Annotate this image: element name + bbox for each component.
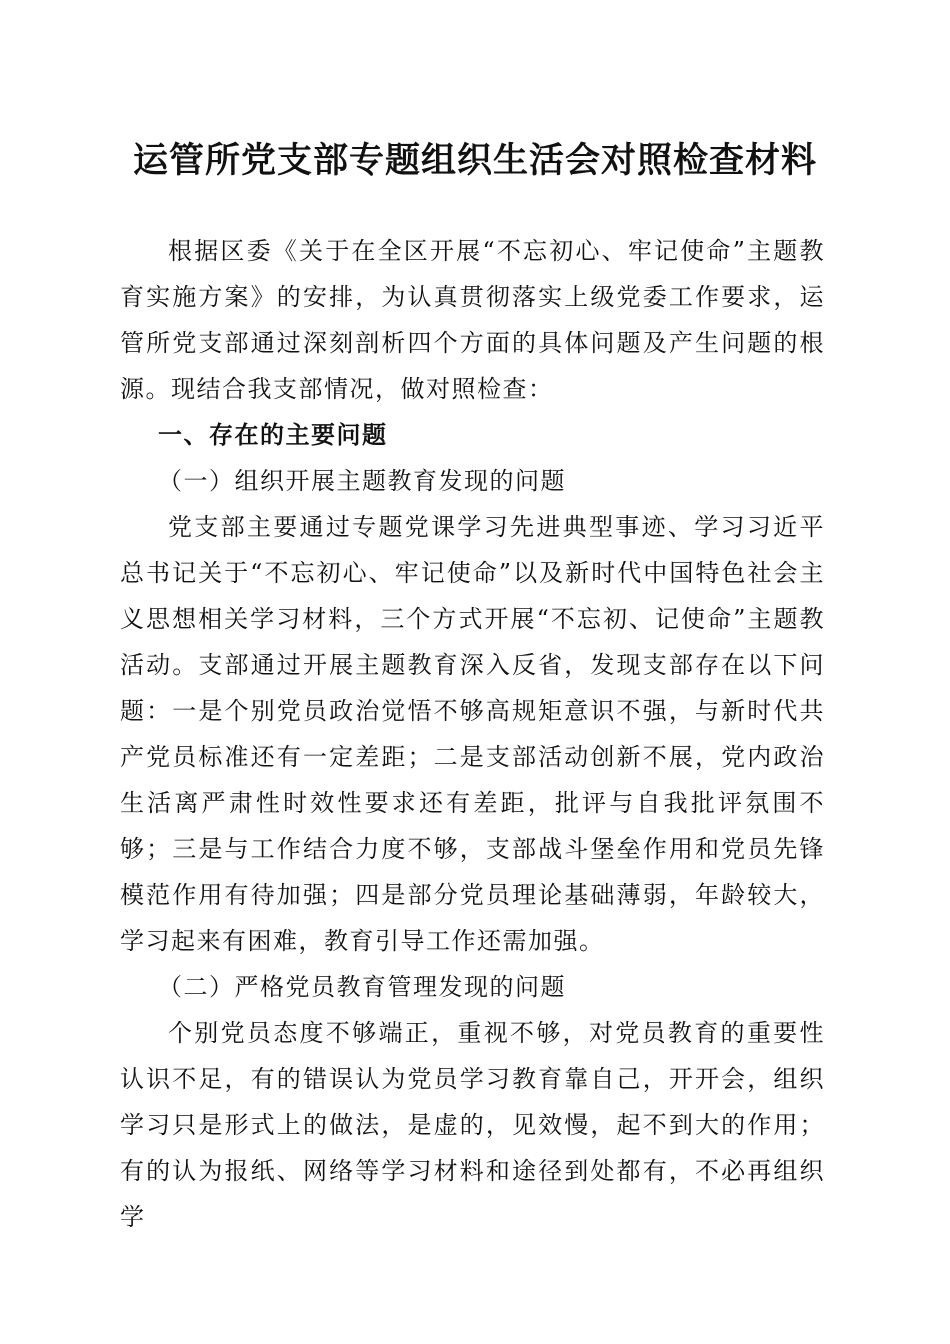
subsection-1-paragraph: 党支部主要通过专题党课学习先进典型事迹、学习习近平总书记关于“不忘初心、牢记使命”以及新时代中国特色社会主义思想相关学习材料，三个方式开展“不忘初、记使命”主题教活动。支部通过开展主题教育深入反省，发现支部存在以下问题：一是个别党员政治觉悟不够高规矩意识不强，与新时代共产党员标准还有一定差距；二是支部活动创新不展，党内政治生活离严肃性时效性要求还有差距，批评与自我批评氛围不够；三是与工作结合力度不够，支部战斗堡垒作用和党员先锋模范作用有待加强；四是部分党员理论基础薄弱，年龄较大，学习起来有困难，教育引导工作还需加强。 <box>120 513 825 955</box>
intro-paragraph: 根据区委《关于在全区开展“不忘初心、牢记使命”主题教育实施方案》的安排，为认真贯彻落实上级党委工作要求，运管所党支部通过深刻剖析四个方面的具体问题及产生问题的根源。现结合我支部情况，做对照检查： <box>120 237 825 403</box>
subsection-2-paragraph: 个别党员态度不够端正，重视不够，对党员教育的重要性认识不足，有的错误认为党员学习教育靠自己，开开会，组织学习只是形式上的做法，是虚的，见效慢，起不到大的作用；有的认为报纸、网络等学习材料和途径到处都有，不必再组织学 <box>120 1019 825 1231</box>
subsection-heading-2: （二）严格党员教育管理发现的问题 <box>158 973 566 1001</box>
document-body <box>120 228 825 1240</box>
section-heading-main-problems: 一、存在的主要问题 <box>158 421 388 449</box>
document-title: 运管所党支部专题组织生活会对照检查材料 <box>132 140 817 181</box>
subsection-heading-1: （一）组织开展主题教育发现的问题 <box>158 467 566 495</box>
